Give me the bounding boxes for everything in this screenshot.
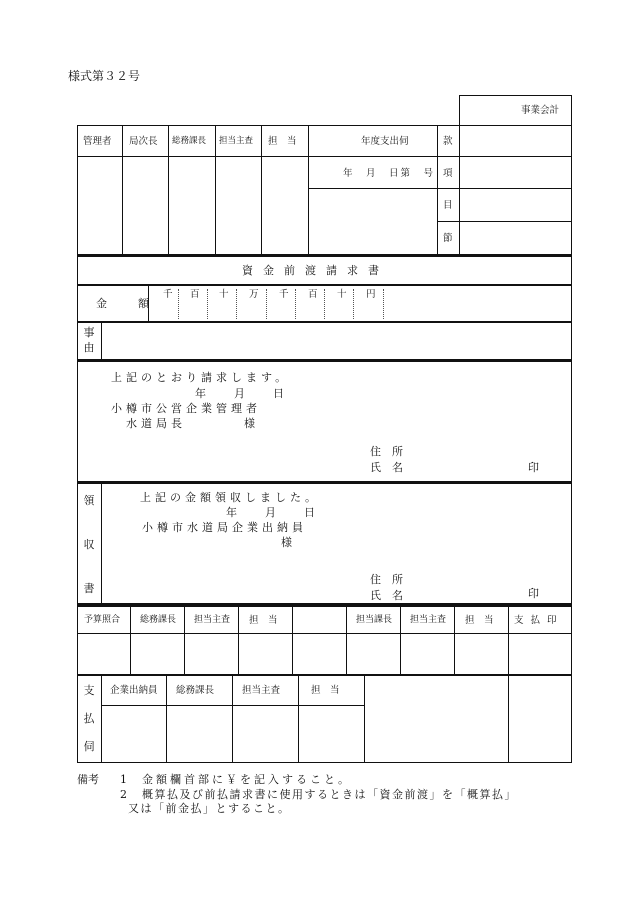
approver-kanrisha: 管理者: [83, 136, 112, 147]
amount-label: 金 額: [96, 297, 159, 310]
receipt-addressee: 小樽市水道局企業出納員: [142, 521, 307, 534]
request-date: 年 月 日: [195, 387, 286, 400]
unit-hyaku2: 百: [308, 289, 318, 300]
receipt-date: 年 月 日: [226, 506, 317, 519]
note-2-number: 2: [120, 788, 127, 801]
approver-somu-kacho: 総務課長: [172, 136, 207, 146]
unit-sen2: 千: [279, 289, 289, 300]
receipt-sama: 様: [281, 536, 292, 549]
payment-kigyo-suitoin: 企業出納員: [110, 685, 158, 696]
jiyu-row: [77, 322, 572, 360]
approver-tanto: 担 当: [268, 136, 297, 147]
kan-label: 款: [443, 136, 453, 147]
budget-tanto-2: 担 当: [465, 615, 494, 626]
note-2-text: 概算払及び前払請求書に使用するときは「資金前渡」を「概算払」: [142, 788, 517, 801]
budget-tanto-kacho: 担当課長: [356, 615, 393, 625]
payment-tanto: 担 当: [311, 685, 340, 696]
request-seal: 印: [528, 461, 539, 474]
receipt-statement: 上記の金額領収しました。: [140, 491, 320, 504]
payment-vertical-3: 伺: [83, 740, 95, 753]
request-addressee-1: 小樽市公営企業管理者: [111, 402, 261, 415]
receipt-shimei: 氏 名: [370, 589, 403, 602]
budget-shiharai-in: 支 払 印: [514, 615, 559, 626]
payment-vertical-1: 支: [83, 684, 95, 697]
receipt-vertical-3: 書: [83, 582, 95, 595]
request-statement: 上記のとおり請求します。: [111, 371, 291, 384]
form-number: 様式第３２号: [68, 69, 141, 83]
budget-yosan-shogo: 予算照合: [84, 615, 121, 625]
request-sama: 様: [244, 417, 255, 430]
unit-man: 万: [249, 289, 259, 300]
unit-ju1: 十: [219, 289, 229, 300]
nendo-label: 年度支出伺: [361, 136, 409, 147]
note-1-text: 金額欄首部に￥を記入すること。: [142, 773, 352, 786]
jiyu-char-1: 事: [83, 326, 95, 339]
payment-somu-kacho: 総務課長: [176, 685, 215, 696]
payment-vertical-2: 払: [83, 712, 95, 725]
unit-sen1: 千: [163, 289, 173, 300]
unit-hyaku1: 百: [190, 289, 200, 300]
notes-label: 備考: [77, 773, 99, 786]
date-number-label: 年 月 日第 号: [343, 168, 436, 179]
document-title: 資金前渡請求書: [242, 264, 389, 277]
request-shimei: 氏 名: [370, 461, 403, 474]
unit-ju2: 十: [337, 289, 347, 300]
note-2-continuation: 又は「前金払」とすること。: [128, 802, 291, 815]
ko-label: 項: [443, 168, 453, 179]
jigyo-kaikei-label: 事業会計: [521, 105, 560, 116]
receipt-jusho: 住 所: [370, 573, 403, 586]
budget-somu-kacho: 総務課長: [140, 615, 177, 625]
receipt-vertical-1: 領: [83, 494, 95, 507]
approver-kyokujicho: 局次長: [129, 136, 158, 147]
request-jusho: 住 所: [370, 445, 403, 458]
moku-label: 目: [443, 200, 453, 211]
approver-tanto-shusa: 担当主査: [219, 136, 254, 146]
unit-en: 円: [366, 289, 376, 300]
receipt-seal: 印: [528, 587, 539, 600]
receipt-vertical-2: 収: [83, 538, 95, 551]
budget-tanto-shusa-1: 担当主査: [194, 615, 231, 625]
note-1-number: 1: [120, 773, 127, 786]
budget-tanto-1: 担 当: [249, 615, 278, 626]
setsu-label: 節: [443, 233, 453, 244]
request-addressee-2: 水道局長: [126, 417, 186, 430]
budget-tanto-shusa-2: 担当主査: [410, 615, 447, 625]
jiyu-char-2: 由: [83, 341, 95, 354]
payment-tanto-shusa: 担当主査: [242, 685, 281, 696]
